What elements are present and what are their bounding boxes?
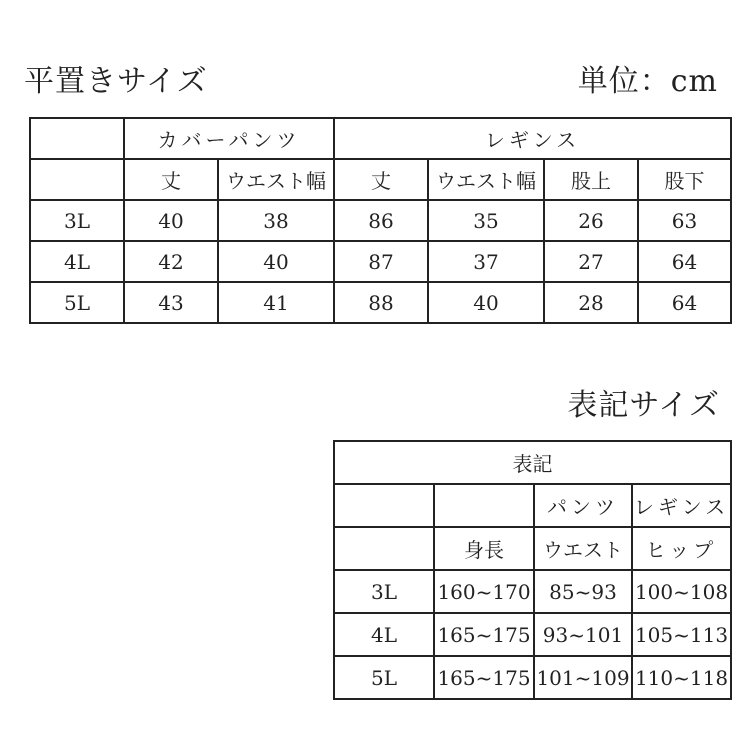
- value-cell: 40: [218, 241, 334, 282]
- value-cell: 37: [428, 241, 544, 282]
- size-cell: 5L: [30, 282, 124, 323]
- empty-cell: [434, 484, 534, 527]
- display-size-table: [333, 440, 732, 700]
- value-cell: 35: [428, 200, 544, 241]
- size-cell: 4L: [30, 241, 124, 282]
- value-cell: 105~113: [632, 613, 731, 656]
- table-header-row: [334, 484, 731, 527]
- column-header: 股下: [638, 159, 731, 200]
- table-row: [30, 241, 731, 282]
- value-cell: 85~93: [534, 570, 632, 613]
- value-cell: 43: [124, 282, 218, 323]
- value-cell: 101~109: [534, 656, 632, 699]
- cover-pants-header: カバーパンツ: [124, 118, 334, 159]
- value-cell: 27: [544, 241, 638, 282]
- value-cell: 26: [544, 200, 638, 241]
- value-cell: 160~170: [434, 570, 534, 613]
- column-header: ウエスト幅: [428, 159, 544, 200]
- column-header: 身長: [434, 527, 534, 570]
- table-row: [334, 570, 731, 613]
- leggings-header: レギンス: [632, 484, 731, 527]
- value-cell: 100~108: [632, 570, 731, 613]
- leggings-header: レギンス: [334, 118, 731, 159]
- column-header: ウエスト幅: [218, 159, 334, 200]
- value-cell: 42: [124, 241, 218, 282]
- size-cell: 3L: [334, 570, 434, 613]
- corner-cell: [334, 484, 434, 527]
- unit-label: 単位：cm: [577, 64, 718, 99]
- flat-size-title: 平置きサイズ: [24, 64, 208, 99]
- column-header: 丈: [124, 159, 218, 200]
- value-cell: 41: [218, 282, 334, 323]
- value-cell: 64: [638, 282, 731, 323]
- table-header-row: [334, 527, 731, 570]
- value-cell: 110~118: [632, 656, 731, 699]
- value-cell: 93~101: [534, 613, 632, 656]
- value-cell: 28: [544, 282, 638, 323]
- column-header: 丈: [334, 159, 428, 200]
- column-header: ヒップ: [632, 527, 731, 570]
- pants-header: パンツ: [534, 484, 632, 527]
- flat-size-table: [29, 117, 732, 324]
- display-size-title: 表記サイズ: [567, 388, 720, 423]
- value-cell: 38: [218, 200, 334, 241]
- value-cell: 64: [638, 241, 731, 282]
- display-header: 表記: [334, 441, 731, 484]
- table-header-row: [30, 118, 731, 159]
- corner-cell: [30, 159, 124, 200]
- table-row: [30, 200, 731, 241]
- table-header-row: [334, 441, 731, 484]
- value-cell: 86: [334, 200, 428, 241]
- size-cell: 4L: [334, 613, 434, 656]
- column-header: ウエスト: [534, 527, 632, 570]
- value-cell: 88: [334, 282, 428, 323]
- value-cell: 63: [638, 200, 731, 241]
- corner-cell: [30, 118, 124, 159]
- value-cell: 40: [124, 200, 218, 241]
- value-cell: 40: [428, 282, 544, 323]
- size-cell: 3L: [30, 200, 124, 241]
- table-row: [334, 656, 731, 699]
- table-row: [30, 282, 731, 323]
- value-cell: 165~175: [434, 613, 534, 656]
- size-cell: 5L: [334, 656, 434, 699]
- table-row: [334, 613, 731, 656]
- corner-cell: [334, 527, 434, 570]
- table-header-row: [30, 159, 731, 200]
- column-header: 股上: [544, 159, 638, 200]
- value-cell: 87: [334, 241, 428, 282]
- value-cell: 165~175: [434, 656, 534, 699]
